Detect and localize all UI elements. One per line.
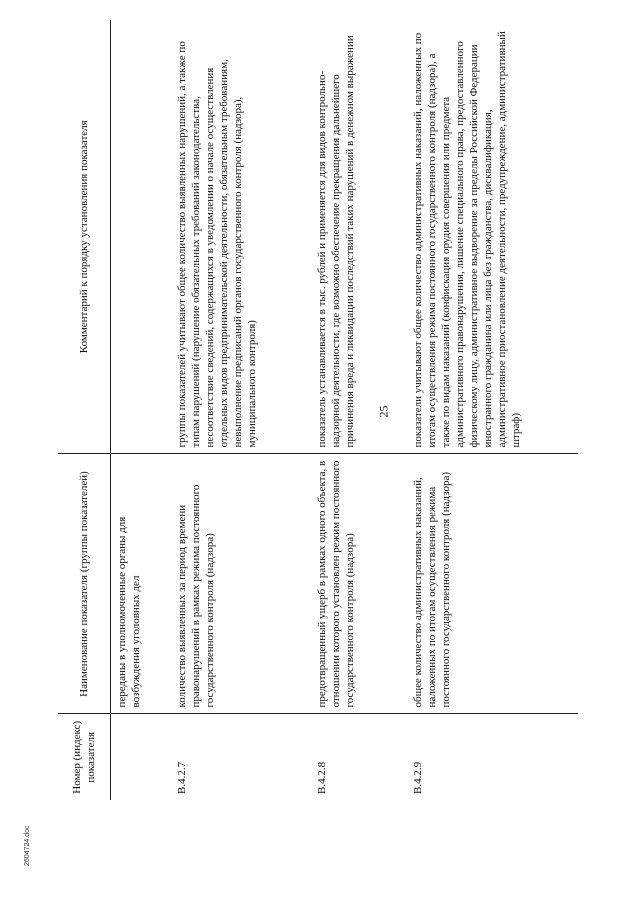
table-header-row [58, 20, 110, 800]
table-row [311, 20, 407, 800]
header-name: Наименование показателя (группы показателей) [58, 454, 110, 714]
rotated-page [58, 20, 578, 800]
row-number: В.4.2.9 [407, 714, 579, 800]
header-comment: Комментарий к порядку установления показателя [58, 20, 110, 454]
row-name: общее количество административных наказаний, наложенных по итогам осуществления режима постоянного государственного контроля (надзора) [407, 454, 579, 714]
row-comment: группы показателей учитывают общее количество выявленных нарушений, а также по типам нарушений (нарушение обязательных требований законодательства, несоответствие сведений, содержащихся в уведомлении о начале осуществления отдельных видов предпринимательской деятельности, обязательным требованиям, невыполнение предписаний органов государственного контроля (надзора), муниципального контроля) [175, 41, 258, 448]
table-row-carry-over [110, 20, 171, 800]
carry-over-comment [110, 20, 171, 454]
document-id: 2604724.doc [24, 825, 31, 866]
carry-over-number [110, 714, 171, 800]
row-name: предотвращенный ущерб в рамках одного объекта, в отношении которого установлен режим постоянного государственного контроля (надзора) [311, 454, 407, 714]
table-row [171, 20, 311, 800]
indicator-table [58, 20, 578, 800]
page-number: 25 [376, 405, 391, 418]
row-comment: показатель устанавливается в тыс. рублей и применяется для видов контрольно-надзорной деятельности, где возможно обеспечение прекращения дальнейшего причинения вреда и ликвидации последствий таких нарушений в денежном выражении [315, 35, 356, 448]
row-name: количество выявленных за период времени правонарушений в рамках режима постоянного государственного контроля (надзора) [171, 454, 311, 714]
row-number: В.4.2.7 [171, 714, 311, 800]
header-number: Номер (индекс) показателя [58, 714, 110, 800]
carry-over-name: переданы в уполномоченные органы для возбуждения уголовных дел [110, 454, 171, 714]
row-comment: показатели учитывают общее количество административных наказаний, наложенных по итогам осуществления режима постоянного государственного контроля (надзора), а также по видам наказаний (конфискация орудия совершения или предмета административного правонарушения, лишение специального права, предоставленного физическому лицу, административное выдворение за пределы Российской Федерации иностранного гражданина или лица без гражданства, дисквалификация, административное приостановление деятельности, предупреждение, административный штраф) [411, 31, 522, 448]
row-number: В.4.2.8 [311, 714, 407, 800]
table-row [407, 20, 579, 800]
